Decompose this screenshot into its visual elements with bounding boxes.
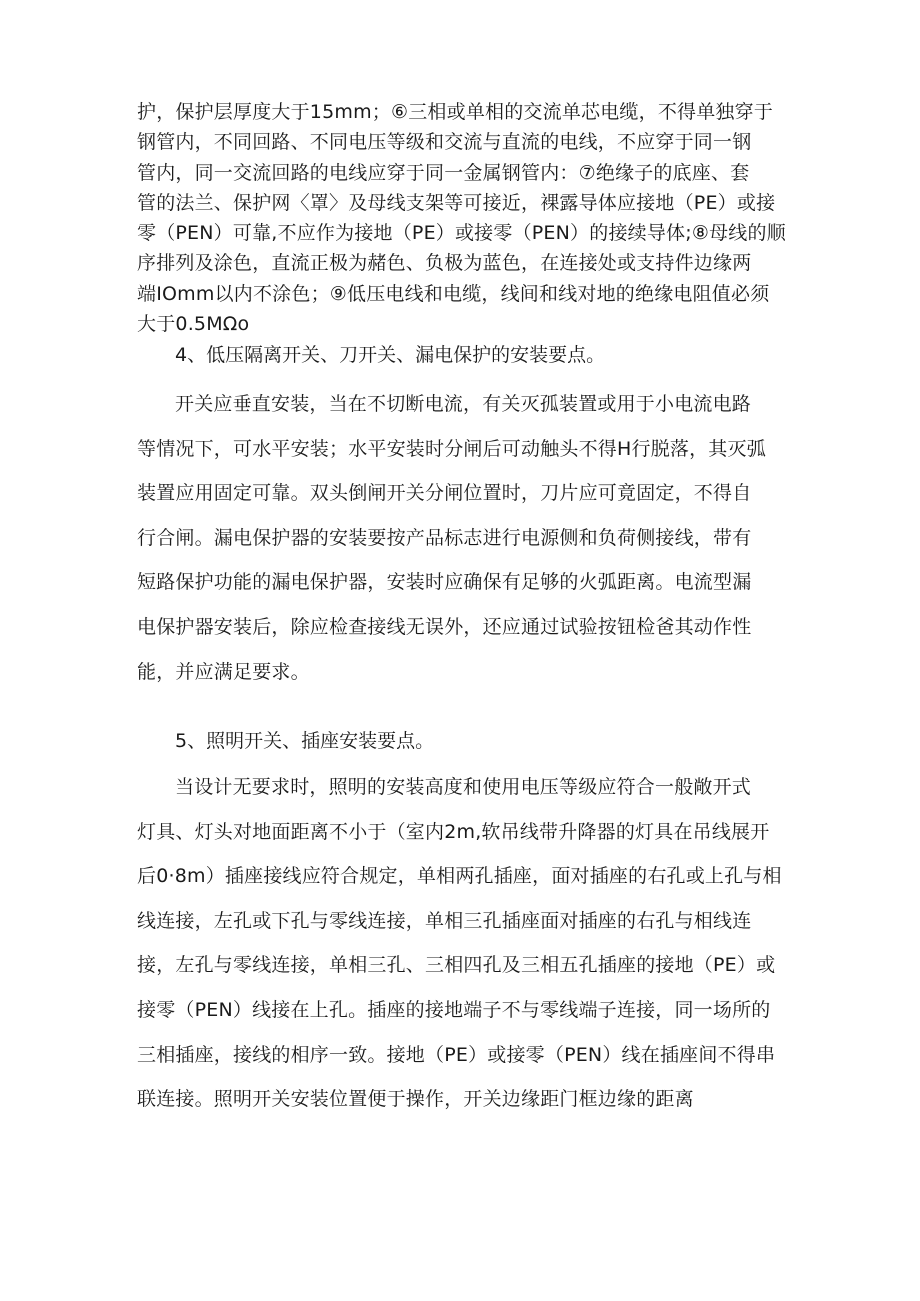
text-line: 联连接。照明开关安装位置便于操作，开关边缘距门框边缘的距离 <box>137 1088 694 1111</box>
text-line: 管内，同一交流回路的电线应穿于同一金属钢管内：⑦绝缘子的底座、套 <box>137 161 750 184</box>
text-line: 端IOmm以内不涂色；⑨低压电线和电缆，线间和线对地的绝缘电阻值必须 <box>137 282 770 305</box>
heading-text: 5、照明开关、插座安装要点。 <box>175 730 435 752</box>
text-line: 短路保护功能的漏电保护器，安装时应确保有足够的火弧距离。电流型漏 <box>137 571 752 594</box>
text-line: 三相插座，接线的相序一致。接地（PE）或接零（PEN）线在插座间不得串 <box>137 1043 776 1066</box>
text-line: 大于0.5MΩo <box>137 313 250 336</box>
text-line: 灯具、灯头对地面距离不小于（室内2m,软吊线带升降器的灯具在吊线展开 <box>137 820 770 843</box>
text-line: 能，并应满足要求。 <box>137 660 310 683</box>
lighting-socket-paragraph <box>137 765 797 1122</box>
text-line: 行合闸。漏电保护器的安装要按产品标志进行电源侧和负荷侧接线，带有 <box>137 526 752 549</box>
text-line: 装置应用固定可靠。双头倒闸开关分闸位置时，刀片应可竟固定，不得自 <box>137 482 752 505</box>
text-line: 钢管内，不同回路、不同电压等级和交流与直流的电线，不应穿于同一钢 <box>137 131 752 154</box>
text-line: 管的法兰、保护网〈罩〉及母线支架等可接近，裸露导体应接地（PE）或接 <box>137 191 776 214</box>
text-line: 接，左孔与零线连接，单相三孔、三相四孔及三相五孔插座的接地（PE）或 <box>137 954 776 977</box>
text-line: 序排列及涂色，直流正极为赭色、负极为蓝色，在连接处或支持件边缘两 <box>137 252 752 275</box>
text-line: 后0·8m）插座接线应符合规定，单相两孔插座，面对插座的右孔或上孔与相 <box>137 865 782 888</box>
text-line: 当设计无要求时，照明的安装高度和使用电压等级应符合一般敞开式 <box>175 776 752 798</box>
text-line: 线连接，左孔或下孔与零线连接，单相三孔插座面对插座的右孔与相线连 <box>137 909 752 932</box>
text-line: 等情况下，可水平安装；水平安装时分闸后可动触头不得H行脱落，其灭弧 <box>137 437 766 460</box>
text-line: 接零（PEN）线接在上孔。插座的接地端子不与零线端子连接，同一场所的 <box>137 998 771 1021</box>
text-line: 零（PEN）可靠,不应作为接地（PE）或接零（PEN）的接续导体;⑧母线的顺 <box>137 222 786 245</box>
section-heading-4 <box>137 340 797 370</box>
text-line: 电保护器安装后，除应检查接线无误外，还应通过试验按钮检爸其动作性 <box>137 615 752 638</box>
continued-paragraph <box>137 97 797 339</box>
heading-text: 4、低压隔离开关、刀开关、漏电保护的安装要点。 <box>175 344 606 366</box>
switch-installation-paragraph <box>137 382 797 694</box>
text-line: 护，保护层厚度大于15mm；⑥三相或单相的交流单芯电缆，不得单独穿于 <box>137 101 774 123</box>
section-heading-5 <box>137 726 797 756</box>
text-line: 开关应垂直安装，当在不切断电流，有关灭孤装置或用于小电流电路 <box>175 393 752 415</box>
